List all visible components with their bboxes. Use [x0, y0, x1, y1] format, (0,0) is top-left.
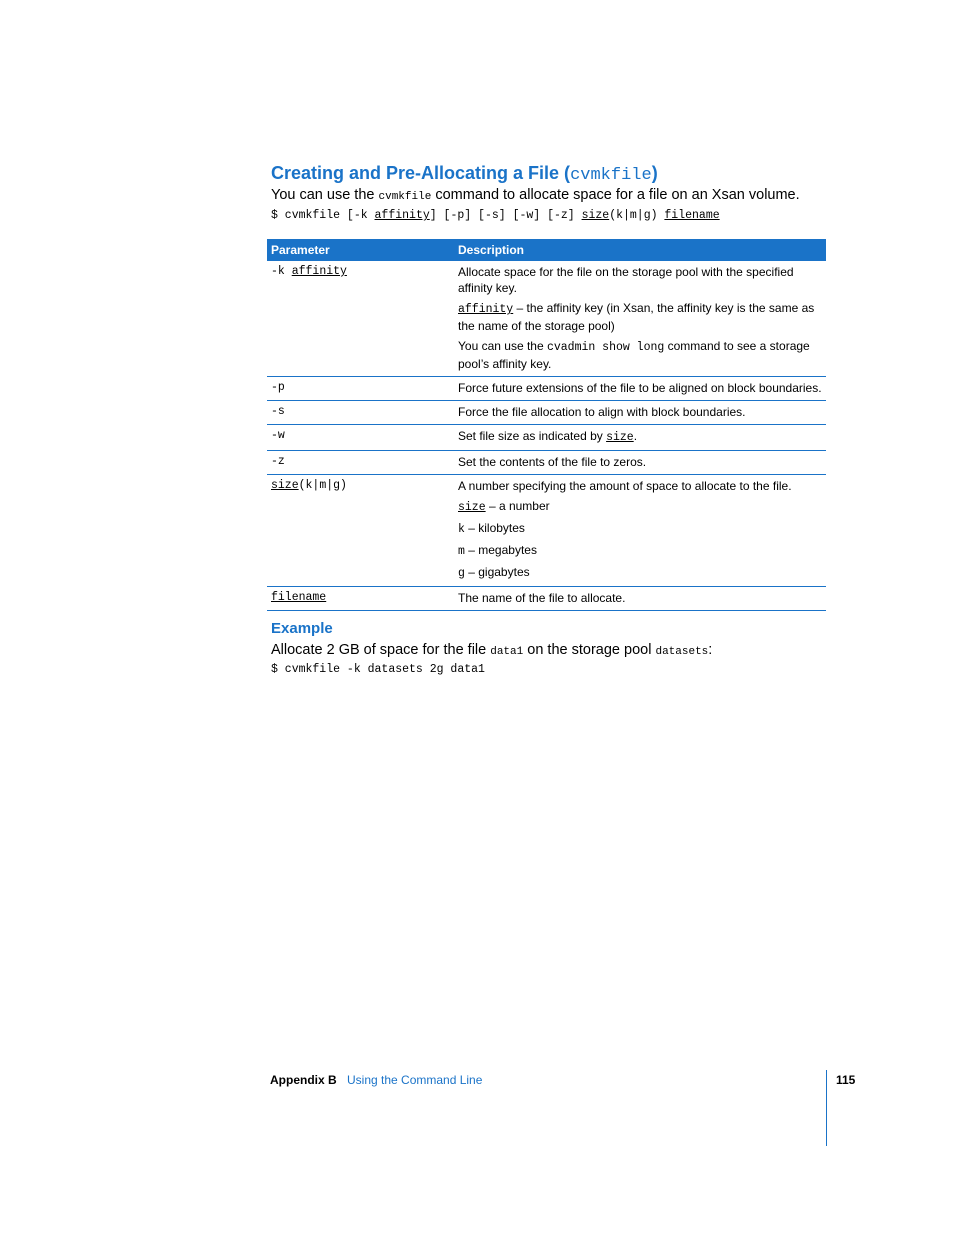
intro-paragraph: You can use the cvmkfile command to allocate space for a file on an Xsan volume. — [271, 187, 800, 203]
table-row — [267, 261, 826, 377]
table-row — [267, 451, 826, 475]
example-command: $ cvmkfile -k datasets 2g data1 — [271, 663, 485, 676]
table-row — [267, 587, 826, 611]
description-cell: Force the file allocation to align with block boundaries. — [454, 401, 826, 425]
param-cell: -z — [267, 451, 454, 475]
footer-chapter-label: Appendix B — [270, 1073, 337, 1087]
table-row — [267, 425, 826, 451]
command-syntax: $ cvmkfile [-k affinity] [-p] [-s] [-w] [-z] size(k|m|g) filename — [271, 209, 720, 222]
description-cell: Force future extensions of the file to be aligned on block boundaries. — [454, 377, 826, 401]
table-row — [267, 377, 826, 401]
description-cell: Allocate space for the file on the storage pool with the specified affinity key. affinity – the affinity key (in Xsan, the affinity key is the same as the name of the storage pool) You can use the cvadmin show long command to see a storage pool’s affinity key. — [454, 261, 826, 377]
example-heading: Example — [271, 620, 333, 637]
table-row — [267, 401, 826, 425]
param-cell: -s — [267, 401, 454, 425]
description-cell: The name of the file to allocate. — [454, 587, 826, 611]
description-cell: A number specifying the amount of space to allocate to the file. size – a number k – kilobytes m – megabytes g – gigabytes — [454, 475, 826, 587]
column-header-parameter: Parameter — [267, 239, 454, 261]
table-row — [267, 475, 826, 587]
description-cell: Set file size as indicated by size. — [454, 425, 826, 451]
footer-divider — [826, 1070, 827, 1146]
column-header-description: Description — [454, 239, 826, 261]
param-cell: size(k|m|g) — [267, 475, 454, 587]
parameter-table — [267, 239, 826, 611]
description-cell: Set the contents of the file to zeros. — [454, 451, 826, 475]
table-header-row — [267, 239, 826, 261]
param-cell: filename — [267, 587, 454, 611]
footer-chapter-title: Using the Command Line — [347, 1073, 483, 1087]
page-number: 115 — [836, 1073, 856, 1087]
section-title: Creating and Pre-Allocating a File (cvmkfile) — [271, 163, 658, 185]
param-cell: -p — [267, 377, 454, 401]
param-cell: -k affinity — [267, 261, 454, 377]
param-cell: -w — [267, 425, 454, 451]
example-paragraph: Allocate 2 GB of space for the file data1 on the storage pool datasets: — [271, 642, 713, 658]
